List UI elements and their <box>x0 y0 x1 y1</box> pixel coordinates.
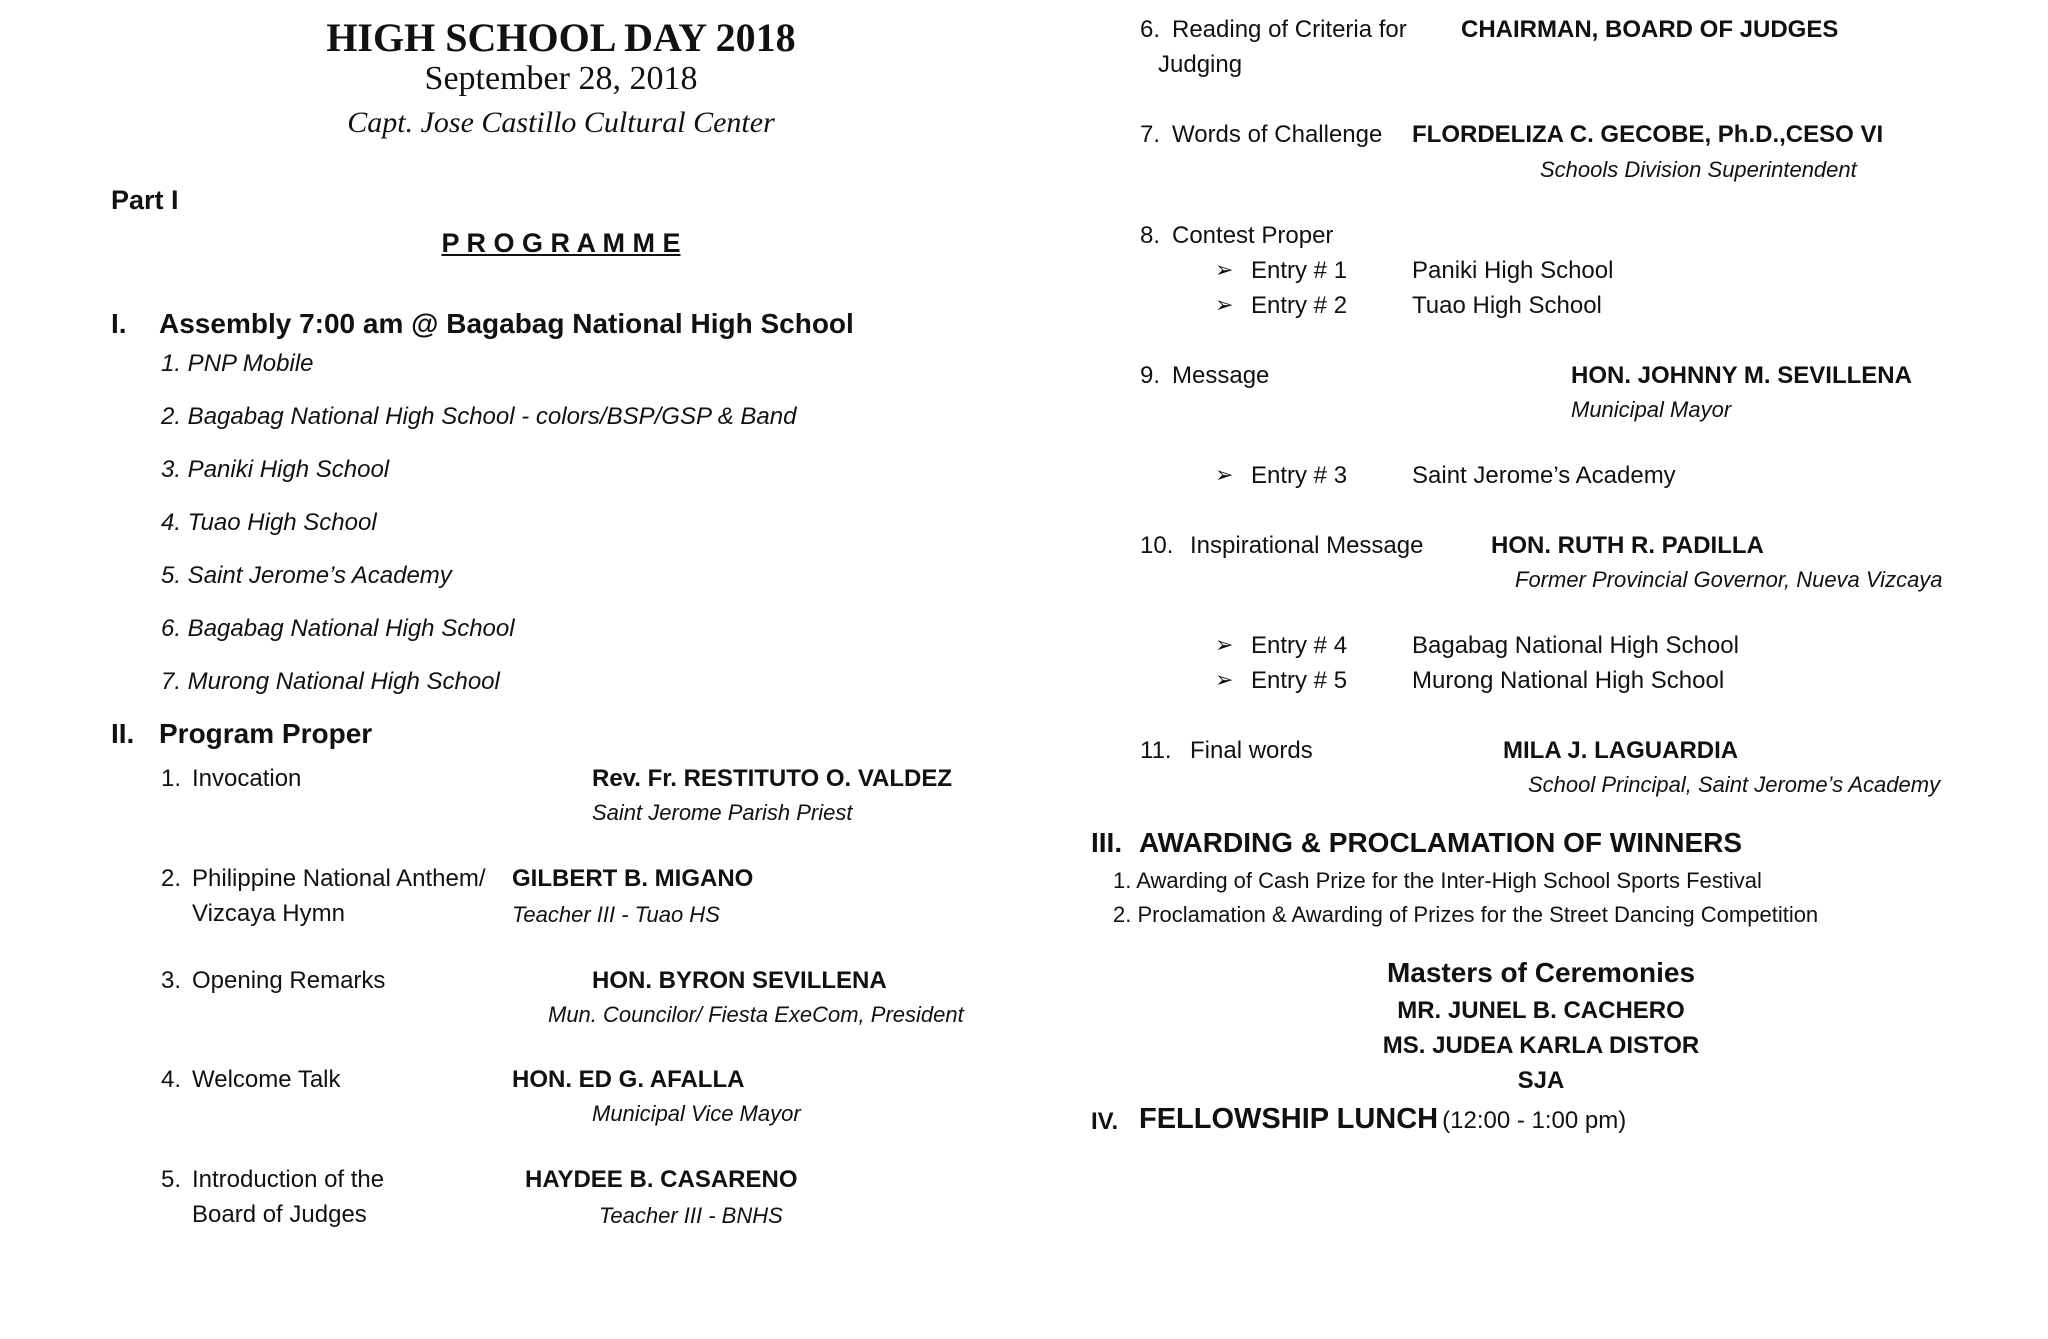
event-venue: Capt. Jose Castillo Cultural Center <box>347 106 775 139</box>
awarding-item: 1. Awarding of Cash Prize for the Inter-High School Sports Festival <box>1113 868 1762 893</box>
arrow-bullet-icon: ➢ <box>1215 667 1234 692</box>
program-item-number: 10. <box>1140 532 1174 559</box>
program-item-label: Contest Proper <box>1172 222 1334 249</box>
program-item-speaker: HON. BYRON SEVILLENA <box>592 967 887 994</box>
program-item-role: Municipal Vice Mayor <box>592 1101 801 1126</box>
program-item-label: Introduction of the <box>192 1166 385 1193</box>
entry-label: Entry # 4 <box>1251 632 1348 659</box>
program-item-number: 3. <box>161 967 182 994</box>
program-item-number: 6. <box>1140 16 1161 43</box>
arrow-bullet-icon: ➢ <box>1215 462 1234 487</box>
entry-school: Tuao High School <box>1412 292 1602 319</box>
program-item-role: Former Provincial Governor, Nueva Vizcaya <box>1515 567 1943 592</box>
assembly-item: 6. Bagabag National High School <box>161 615 515 642</box>
entry-label: Entry # 3 <box>1251 462 1348 489</box>
program-item-speaker: HON. RUTH R. PADILLA <box>1491 532 1764 559</box>
section3-numeral: III. <box>1091 827 1123 858</box>
arrow-bullet-icon: ➢ <box>1215 632 1234 657</box>
entry-school: Murong National High School <box>1412 667 1725 694</box>
page-title: HIGH SCHOOL DAY 2018 <box>326 15 796 60</box>
master-name: MS. JUDEA KARLA DISTOR <box>1382 1032 1700 1059</box>
program-item-speaker: HAYDEE B. CASARENO <box>525 1166 798 1193</box>
program-item-speaker: HON. JOHNNY M. SEVILLENA <box>1571 362 1912 389</box>
assembly-item: 3. Paniki High School <box>161 456 390 483</box>
section4-heading <box>1139 1103 1626 1136</box>
entry-school: Bagabag National High School <box>1412 632 1739 659</box>
program-item-label: Vizcaya Hymn <box>192 900 345 927</box>
program-item-speaker: Rev. Fr. RESTITUTO O. VALDEZ <box>592 765 953 792</box>
part-label: Part I <box>111 185 179 215</box>
program-item-role: Teacher III - Tuao HS <box>512 902 720 927</box>
program-item-number: 1. <box>161 765 182 792</box>
program-item-label: Reading of Criteria for <box>1172 16 1407 43</box>
program-item-number: 11. <box>1140 737 1172 764</box>
program-item-role: Municipal Mayor <box>1571 397 1732 422</box>
program-item-number: 8. <box>1140 222 1161 249</box>
arrow-bullet-icon: ➢ <box>1215 292 1234 317</box>
section4-time: (12:00 - 1:00 pm) <box>1442 1107 1627 1134</box>
program-item-speaker: CHAIRMAN, BOARD OF JUDGES <box>1461 16 1839 43</box>
entry-school: Saint Jerome’s Academy <box>1412 462 1676 489</box>
program-item-number: 7. <box>1140 121 1161 148</box>
program-item-label: Message <box>1172 362 1270 389</box>
section3-title: AWARDING & PROCLAMATION OF WINNERS <box>1139 827 1743 858</box>
master-name: SJA <box>1517 1067 1565 1094</box>
section1-title: Assembly 7:00 am @ Bagabag National High School <box>159 308 854 339</box>
program-item-label: Philippine National Anthem/ <box>192 865 486 892</box>
program-item-number: 2. <box>161 865 182 892</box>
program-item-role: Teacher III - BNHS <box>599 1203 783 1228</box>
section1-numeral: I. <box>111 308 127 339</box>
program-item-label: Inspirational Message <box>1190 532 1424 559</box>
entry-label: Entry # 2 <box>1251 292 1348 319</box>
program-item-label: Opening Remarks <box>192 967 386 994</box>
program-item-role: School Principal, Saint Jerome’s Academy <box>1528 772 1941 797</box>
entry-label: Entry # 5 <box>1251 667 1348 694</box>
section2-numeral: II. <box>111 718 135 749</box>
assembly-item: 4. Tuao High School <box>161 509 377 536</box>
program-item-label: Board of Judges <box>192 1201 367 1228</box>
program-item-number: 5. <box>161 1166 182 1193</box>
assembly-item: 1. PNP Mobile <box>161 350 314 377</box>
program-item-role: Mun. Councilor/ Fiesta ExeCom, President <box>548 1002 964 1027</box>
section4-title: FELLOWSHIP LUNCH <box>1139 1103 1439 1135</box>
program-item-role: Saint Jerome Parish Priest <box>592 800 853 825</box>
program-item-speaker: HON. ED G. AFALLA <box>512 1066 745 1093</box>
assembly-item: 2. Bagabag National High School - colors/BSP/GSP & Band <box>161 403 797 430</box>
section2-title: Program Proper <box>159 718 373 749</box>
program-item-label: Final words <box>1190 737 1313 764</box>
program-item-speaker: MILA J. LAGUARDIA <box>1503 737 1739 764</box>
assembly-item: 7. Murong National High School <box>161 668 500 695</box>
program-item-label: Invocation <box>192 765 302 792</box>
programme-label: P R O G R A M M E <box>441 228 681 258</box>
program-item-number: 4. <box>161 1066 182 1093</box>
assembly-item: 5. Saint Jerome’s Academy <box>161 562 452 589</box>
entry-label: Entry # 1 <box>1251 257 1348 284</box>
masters-title: Masters of Ceremonies <box>1386 957 1696 988</box>
master-name: MR. JUNEL B. CACHERO <box>1397 997 1685 1024</box>
entry-school: Paniki High School <box>1412 257 1614 284</box>
section4-numeral: IV. <box>1091 1108 1119 1135</box>
program-item-number: 9. <box>1140 362 1161 389</box>
program-item-speaker: FLORDELIZA C. GECOBE, Ph.D.,CESO VI <box>1412 121 1884 148</box>
event-date: September 28, 2018 <box>424 60 698 97</box>
program-item-speaker: GILBERT B. MIGANO <box>512 865 754 892</box>
awarding-item: 2. Proclamation & Awarding of Prizes for the Street Dancing Competition <box>1113 902 1819 927</box>
program-item-label: Judging <box>1158 51 1243 78</box>
program-item-label: Words of Challenge <box>1172 121 1383 148</box>
program-item-label: Welcome Talk <box>192 1066 341 1093</box>
program-item-role: Schools Division Superintendent <box>1540 157 1857 182</box>
arrow-bullet-icon: ➢ <box>1215 257 1234 282</box>
